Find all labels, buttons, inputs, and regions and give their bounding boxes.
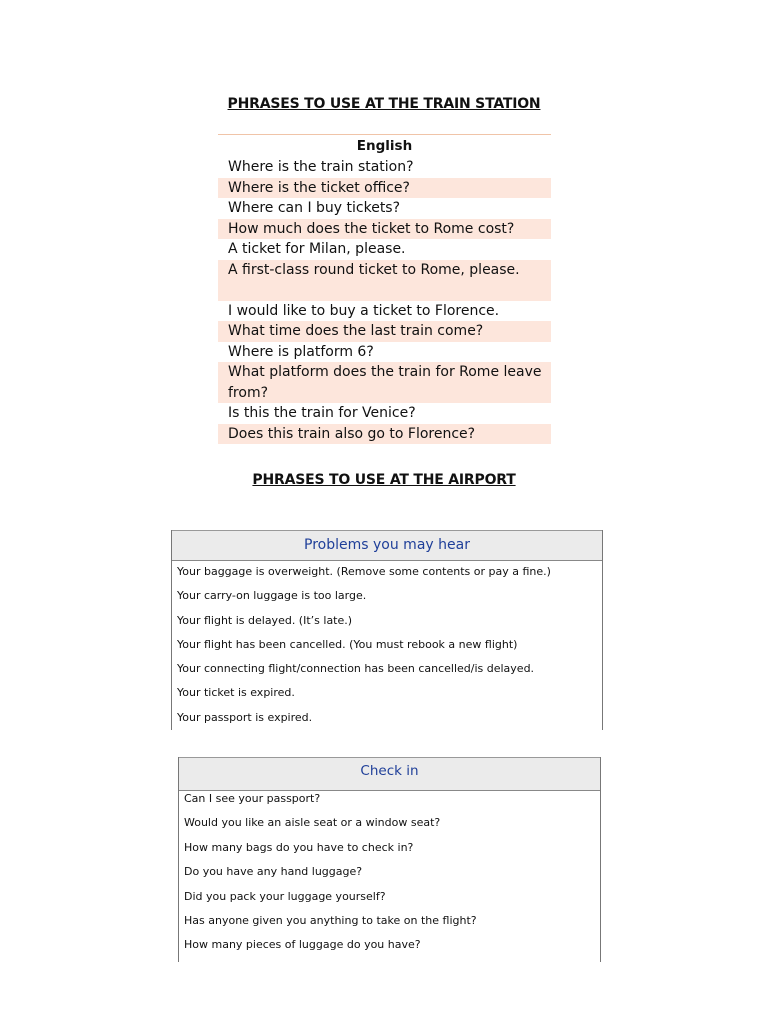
table-row: Is this the train for Venice?: [228, 405, 416, 421]
table-row: Where can I buy tickets?: [228, 200, 401, 216]
table-row: A first-class round ticket to Rome, please.: [218, 260, 551, 301]
table-row: How many bags do you have to check in?: [184, 840, 414, 854]
table-row: I would like to buy a ticket to Florence.: [228, 302, 500, 319]
table-row: Your baggage is overweight. (Remove some contents or pay a fine.): [177, 565, 551, 578]
table-row: Where is the ticket office?: [218, 178, 551, 199]
airport-heading: PHRASES TO USE AT THE AIRPORT: [252, 472, 516, 488]
table-row: Has anyone given you anything to take on the flight?: [184, 913, 477, 927]
table-row: Your carry-on luggage is too large.: [177, 589, 367, 603]
table-row: How much does the ticket to Rome cost?: [218, 219, 551, 240]
problems-you-may-hear-table: [171, 530, 603, 730]
table-row: Your flight has been cancelled. (You must rebook a new flight): [177, 637, 518, 651]
table-row: Your flight is delayed. (It’s late.): [177, 613, 353, 627]
check-in-table: [178, 757, 601, 962]
problems-table-header: Problems you may hear: [172, 530, 602, 561]
table-row: Would you like an aisle seat or a window seat?: [184, 816, 441, 830]
table-row: What time does the last train come?: [218, 321, 551, 342]
table-column-header: English: [218, 135, 551, 157]
table-row: Your passport is expired.: [177, 710, 313, 724]
table-row: How many pieces of luggage do you have?: [184, 938, 421, 952]
table-row: Can I see your passport?: [184, 792, 321, 805]
train-phrases-table: [218, 134, 551, 444]
table-row: What platform does the train for Rome leave from?: [218, 362, 551, 403]
table-row: Did you pack your luggage yourself?: [184, 889, 386, 903]
table-row: Do you have any hand luggage?: [184, 865, 363, 879]
table-row: Your ticket is expired.: [177, 686, 295, 700]
table-row: Where is the train station?: [228, 159, 414, 175]
table-row: Does this train also go to Florence?: [218, 424, 551, 445]
table-row: Your connecting flight/connection has been cancelled/is delayed.: [177, 662, 535, 676]
table-row: A ticket for Milan, please.: [228, 241, 406, 257]
checkin-table-header: Check in: [179, 757, 600, 791]
table-row: Where is platform 6?: [228, 343, 374, 360]
train-station-heading: PHRASES TO USE AT THE TRAIN STATION: [227, 96, 541, 112]
